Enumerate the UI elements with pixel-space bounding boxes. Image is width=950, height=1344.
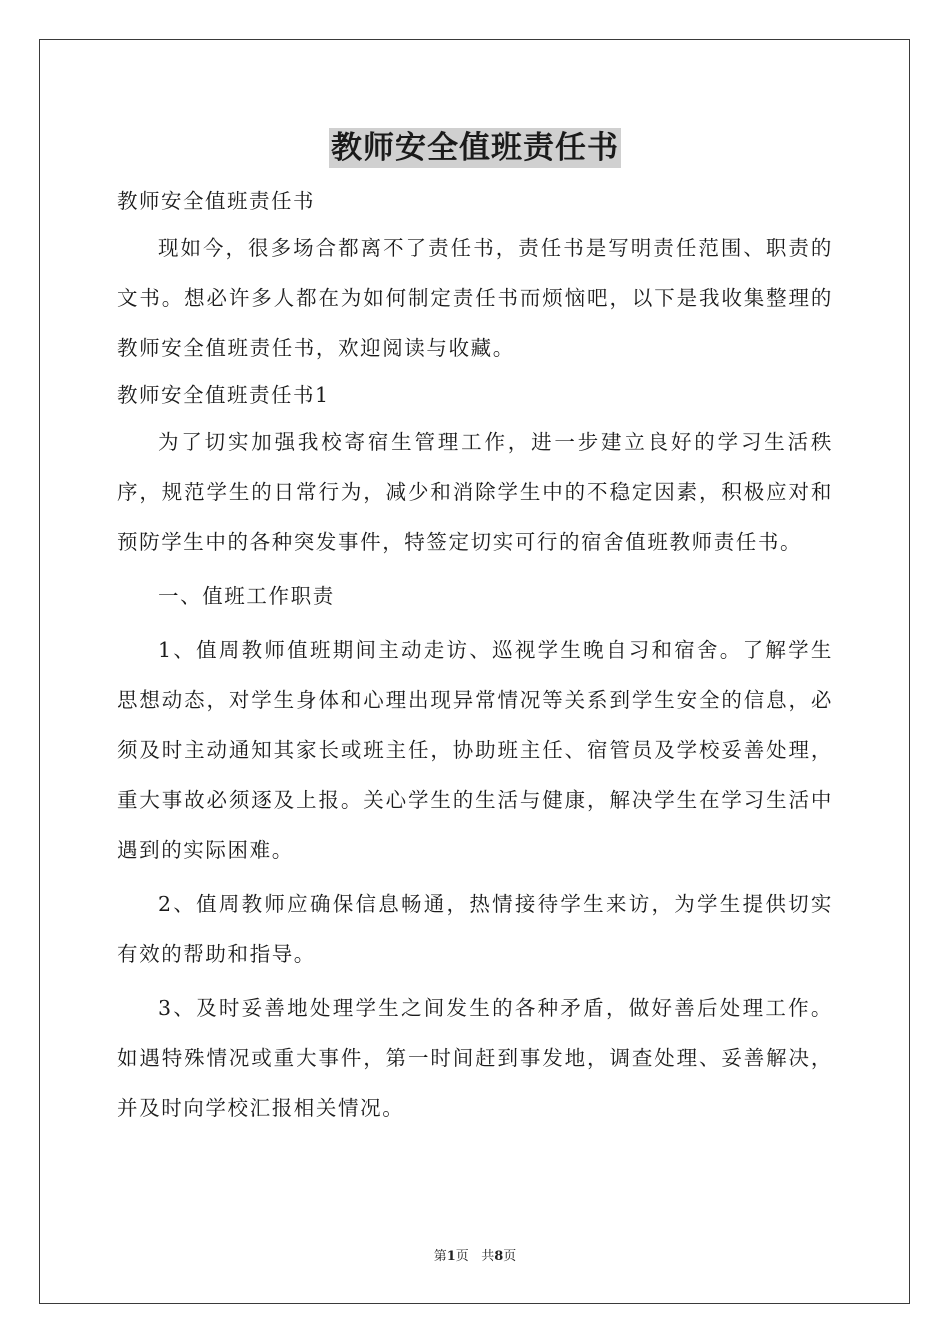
section-heading: 教师安全值班责任书1 (117, 383, 330, 407)
body-paragraph-3: 2、值周教师应确保信息畅通，热情接待学生来访，为学生提供切实有效的帮助和指导。 (117, 892, 833, 966)
body-paragraph-4: 3、及时妥善地处理学生之间发生的各种矛盾，做好善后处理工作。如遇特殊情况或重大事件，第一时间赶到事发地，调查处理、妥善解决，并及时向学校汇报相关情况。 (117, 996, 833, 1120)
page-suffix: 页 (455, 1249, 469, 1264)
total-prefix: 共 (481, 1249, 495, 1264)
page-footer (0, 1245, 950, 1264)
body-heading-duties: 一、值班工作职责 (158, 584, 335, 608)
document-subtitle: 教师安全值班责任书 (117, 189, 315, 213)
page-current: 1 (446, 1249, 456, 1264)
document-title: 教师安全值班责任书 (331, 130, 619, 166)
total-suffix: 页 (503, 1249, 517, 1264)
body-paragraph-2: 1、值周教师值班期间主动走访、巡视学生晚自习和宿舍。了解学生思想动态，对学生身体和心理出现异常情况等关系到学生安全的信息，必须及时主动通知其家长或班主任，协助班主任、宿管员及学校妥善处理，重大事故必须逐及上报。关心学生的生活与健康，解决学生在学习生活中遇到的实际困难。 (117, 638, 833, 862)
intro-paragraph: 现如今，很多场合都离不了责任书，责任书是写明责任范围、职责的文书。想必许多人都在为如何制定责任书而烦恼吧，以下是我收集整理的教师安全值班责任书，欢迎阅读与收藏。 (117, 236, 833, 360)
body-paragraph-1: 为了切实加强我校寄宿生管理工作，进一步建立良好的学习生活秩序，规范学生的日常行为，减少和消除学生中的不稳定因素，积极应对和预防学生中的各种突发事件，特签定切实可行的宿舍值班教师责任书。 (117, 430, 833, 554)
page-prefix: 第 (433, 1249, 447, 1264)
page-total: 8 (494, 1249, 504, 1264)
title-container (0, 128, 950, 168)
document-body (117, 179, 833, 1133)
